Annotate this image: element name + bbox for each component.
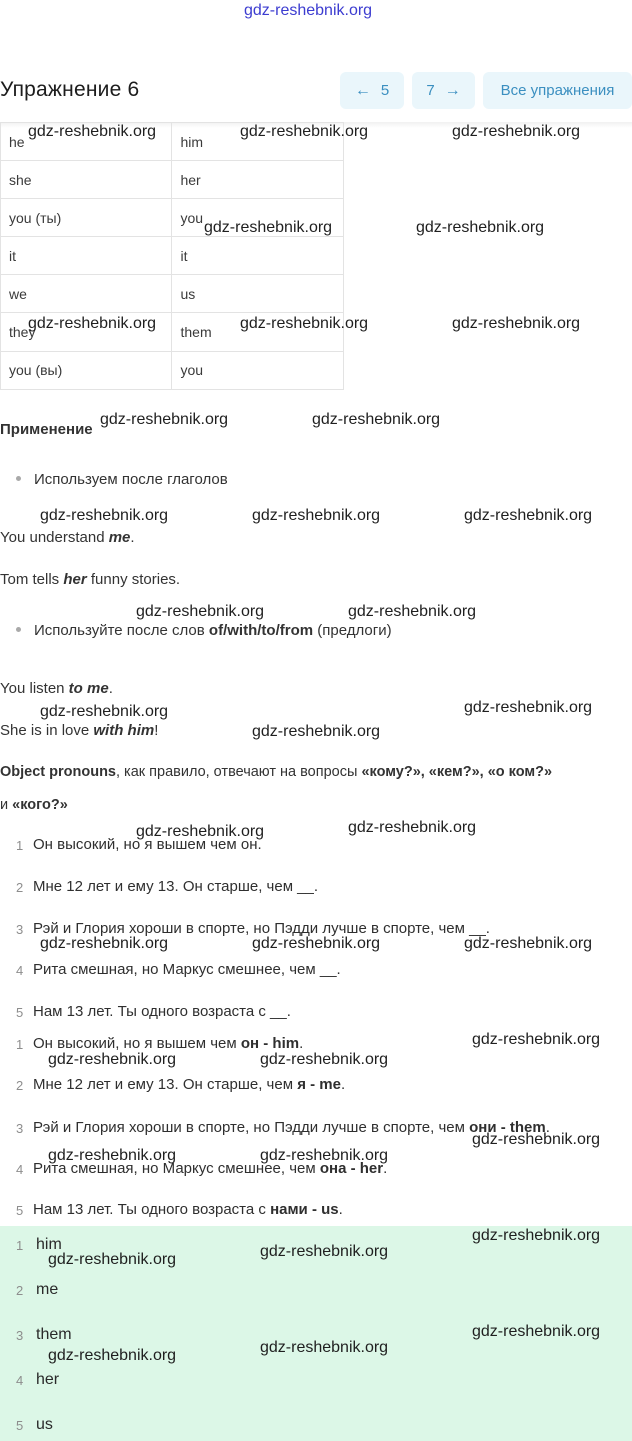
table-row — [1, 237, 344, 275]
watermark: gdz-reshebnik.org — [464, 507, 593, 524]
watermark: gdz-reshebnik.org — [260, 1051, 389, 1068]
bullet-text: Используем после глаголов — [34, 471, 228, 488]
task-number: 5 — [16, 1005, 24, 1020]
watermark: gdz-reshebnik.org — [48, 1251, 177, 1268]
watermark: gdz-reshebnik.org — [260, 1147, 389, 1164]
watermark: gdz-reshebnik.org — [260, 1339, 389, 1356]
answer-item: us — [36, 1416, 53, 1433]
watermark: gdz-reshebnik.org — [252, 507, 381, 524]
object-pronoun-cell: it — [172, 237, 344, 275]
usage-bullet-verbs — [16, 471, 228, 488]
watermark: gdz-reshebnik.org — [312, 411, 441, 428]
prev-exercise-label: 5 — [380, 82, 390, 99]
solution-number: 2 — [16, 1078, 24, 1093]
all-exercises-button[interactable] — [483, 72, 632, 109]
pronoun-table — [0, 122, 344, 390]
watermark: gdz-reshebnik.org — [100, 411, 229, 428]
answer-number: 5 — [16, 1418, 24, 1433]
subject-pronoun-cell: we — [1, 275, 172, 313]
object-pronoun-cell: you — [172, 199, 344, 237]
task-number: 1 — [16, 838, 24, 853]
watermark: gdz-reshebnik.org — [240, 123, 369, 140]
answer-item: him — [36, 1236, 62, 1253]
task-item: Рита смешная, но Маркус смешнее, чем __. — [33, 961, 341, 978]
watermark: gdz-reshebnik.org — [48, 1051, 177, 1068]
watermark: gdz-reshebnik.org — [240, 315, 369, 332]
object-pronoun-cell: him — [172, 123, 344, 161]
subject-pronoun-cell: you (ты) — [1, 199, 172, 237]
answer-item: me — [36, 1281, 59, 1298]
table-row — [1, 161, 344, 199]
answer-number: 1 — [16, 1238, 24, 1253]
solution-number: 4 — [16, 1162, 24, 1177]
watermark: gdz-reshebnik.org — [472, 1031, 601, 1048]
subject-pronoun-cell: you (вы) — [1, 351, 172, 389]
watermark: gdz-reshebnik.org — [48, 1147, 177, 1164]
answer-number: 2 — [16, 1283, 24, 1298]
watermark: gdz-reshebnik.org — [136, 823, 265, 840]
solution-item: Он высокий, но я вышем чем он - him. — [33, 1035, 304, 1052]
example-sentence: Tom tells her funny stories. — [0, 571, 181, 588]
watermark: gdz-reshebnik.org — [472, 1131, 601, 1148]
subject-pronoun-cell: she — [1, 161, 172, 199]
answer-number: 4 — [16, 1373, 24, 1388]
watermark: gdz-reshebnik.org — [416, 219, 545, 236]
watermark: gdz-reshebnik.org — [28, 315, 157, 332]
watermark: gdz-reshebnik.org — [472, 1227, 601, 1244]
next-exercise-label: 7 — [426, 82, 435, 99]
answer-item: them — [36, 1326, 72, 1343]
object-pronoun-cell: you — [172, 351, 344, 389]
task-number: 3 — [16, 922, 24, 937]
arrow-right-icon: → — [444, 81, 461, 99]
object-pronouns-note: Object pronouns, как правило, отвечают на вопросы «кому?», «кем?», «о ком?» — [0, 764, 553, 780]
subject-pronoun-cell: they — [1, 313, 172, 351]
example-sentence: She is in love with him! — [0, 722, 159, 739]
solution-number: 3 — [16, 1121, 24, 1136]
solution-number: 5 — [16, 1203, 24, 1218]
subject-pronoun-cell: he — [1, 123, 172, 161]
task-item: Мне 12 лет и ему 13. Он старше, чем __. — [33, 878, 319, 895]
object-pronoun-cell: us — [172, 275, 344, 313]
watermark: gdz-reshebnik.org — [40, 507, 169, 524]
table-row — [1, 275, 344, 313]
example-sentence: You understand me. — [0, 529, 135, 546]
watermark: gdz-reshebnik.org — [136, 603, 265, 620]
table-row — [1, 351, 344, 389]
task-number: 2 — [16, 880, 24, 895]
watermark: gdz-reshebnik.org — [452, 123, 581, 140]
page-title: Упражнение 6 — [0, 78, 140, 101]
example-sentence: You listen to me. — [0, 680, 113, 697]
watermark: gdz-reshebnik.org — [464, 699, 593, 716]
watermark: gdz-reshebnik.org — [28, 123, 157, 140]
task-number: 4 — [16, 963, 24, 978]
solution-item: Рэй и Глория хороши в спорте, но Пэдди лучше в спорте, чем они - them. — [33, 1119, 550, 1136]
arrow-left-icon: ← — [354, 81, 371, 99]
answer-number: 3 — [16, 1328, 24, 1343]
watermark: gdz-reshebnik.org — [348, 603, 477, 620]
answer-item: her — [36, 1371, 60, 1388]
usage-heading: Применение — [0, 421, 93, 438]
object-pronoun-cell: her — [172, 161, 344, 199]
watermark: gdz-reshebnik.org — [348, 819, 477, 836]
bullet-dot-icon — [16, 627, 21, 632]
watermark: gdz-reshebnik.org — [452, 315, 581, 332]
object-pronoun-cell: them — [172, 313, 344, 351]
watermark: gdz-reshebnik.org — [244, 2, 373, 19]
task-item: Рэй и Глория хороши в спорте, но Пэдди лучше в спорте, чем __. — [33, 920, 490, 937]
watermark: gdz-reshebnik.org — [204, 219, 333, 236]
watermark: gdz-reshebnik.org — [252, 723, 381, 740]
task-item: Он высокий, но я вышем чем он. — [33, 836, 262, 853]
watermark: gdz-reshebnik.org — [260, 1243, 389, 1260]
all-exercises-label: Все упражнения — [500, 82, 615, 99]
bullet-dot-icon — [16, 476, 21, 481]
watermark: gdz-reshebnik.org — [464, 935, 593, 952]
prev-exercise-button[interactable] — [340, 72, 404, 109]
watermark: gdz-reshebnik.org — [40, 935, 169, 952]
task-item: Нам 13 лет. Ты одного возраста с __. — [33, 1003, 291, 1020]
watermark: gdz-reshebnik.org — [252, 935, 381, 952]
next-exercise-button[interactable] — [412, 72, 475, 109]
watermark: gdz-reshebnik.org — [472, 1323, 601, 1340]
object-pronouns-note-cont: и «кого?» — [0, 797, 68, 813]
watermark: gdz-reshebnik.org — [48, 1347, 177, 1364]
watermark: gdz-reshebnik.org — [40, 703, 169, 720]
solution-item: Мне 12 лет и ему 13. Он старше, чем я - me. — [33, 1076, 346, 1093]
solution-number: 1 — [16, 1037, 24, 1052]
subject-pronoun-cell: it — [1, 237, 172, 275]
solution-item: Нам 13 лет. Ты одного возраста с нами - us. — [33, 1201, 343, 1218]
usage-bullet-prepositions: Используйте после слов of/with/to/from (предлоги) — [16, 622, 392, 639]
solution-item: Рита смешная, но Маркус смешнее, чем она - her. — [33, 1160, 388, 1177]
